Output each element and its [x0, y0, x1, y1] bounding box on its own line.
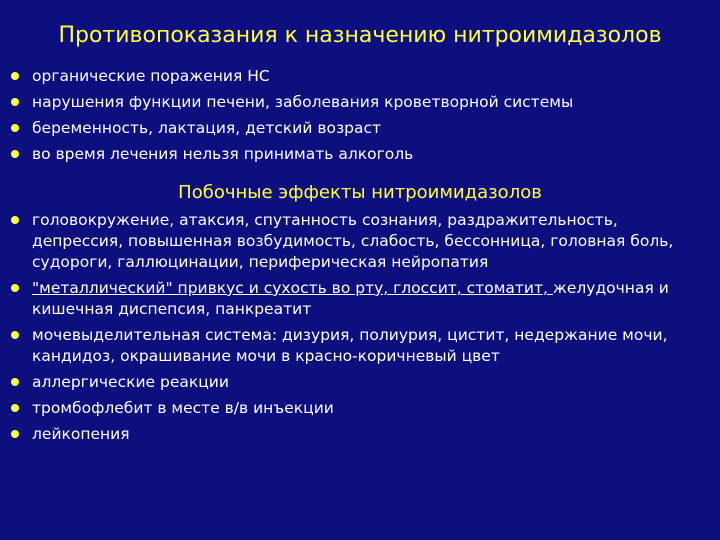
bullet-icon: [11, 124, 19, 132]
bullet-icon: [11, 216, 19, 224]
bullet-icon: [11, 331, 19, 339]
section-subtitle: Побочные эффекты нитроимидазолов: [178, 182, 542, 203]
list-item: [8, 372, 712, 393]
list-item-text: аллергические реакции: [32, 373, 229, 391]
slide-title: Противопоказания к назначению нитроимидазолов: [58, 23, 662, 48]
list-item: [8, 278, 712, 320]
list-item-text: желудочная и кишечная диспепсия, панкреатит: [32, 279, 669, 318]
bullet-icon: [11, 284, 19, 292]
list-item: [8, 144, 712, 165]
list-item-text: во время лечения нельзя принимать алкоголь: [32, 145, 414, 163]
bullet-icon: [11, 378, 19, 386]
hyperlink-text[interactable]: "металлический" привкус и сухость во рту, глоссит, стоматит,: [32, 279, 553, 297]
list-item: [8, 398, 712, 419]
list-item: [8, 210, 712, 273]
list-item-text: мочевыделительная система: дизурия, полиурия, цистит, недержание мочи, кандидоз, окрашивание мочи в красно-коричневый цвет: [32, 326, 668, 365]
list-item: [8, 118, 712, 139]
bullet-icon: [11, 98, 19, 106]
bullet-icon: [11, 72, 19, 80]
bullet-icon: [11, 430, 19, 438]
contraindications-list: [8, 66, 712, 170]
list-item-text: головокружение, атаксия, спутанность сознания, раздражительность, депрессия, повышенная возбудимость, слабость, бессонница, головная боль, судороги, галлюцинации, периферическая нейропатия: [32, 211, 674, 271]
list-item-text: тромбофлебит в месте в/в инъекции: [32, 399, 334, 417]
bullet-icon: [11, 404, 19, 412]
side-effects-list: [8, 210, 712, 450]
list-item-text: беременность, лактация, детский возраст: [32, 119, 382, 137]
list-item-text: нарушения функции печени, заболевания кроветворной системы: [32, 93, 574, 111]
list-item: [8, 325, 712, 367]
list-item-text: лейкопения: [32, 425, 130, 443]
list-item-text: органические поражения НС: [32, 67, 270, 85]
list-item: [8, 66, 712, 87]
list-item: [8, 92, 712, 113]
bullet-icon: [11, 150, 19, 158]
list-item: [8, 424, 712, 445]
